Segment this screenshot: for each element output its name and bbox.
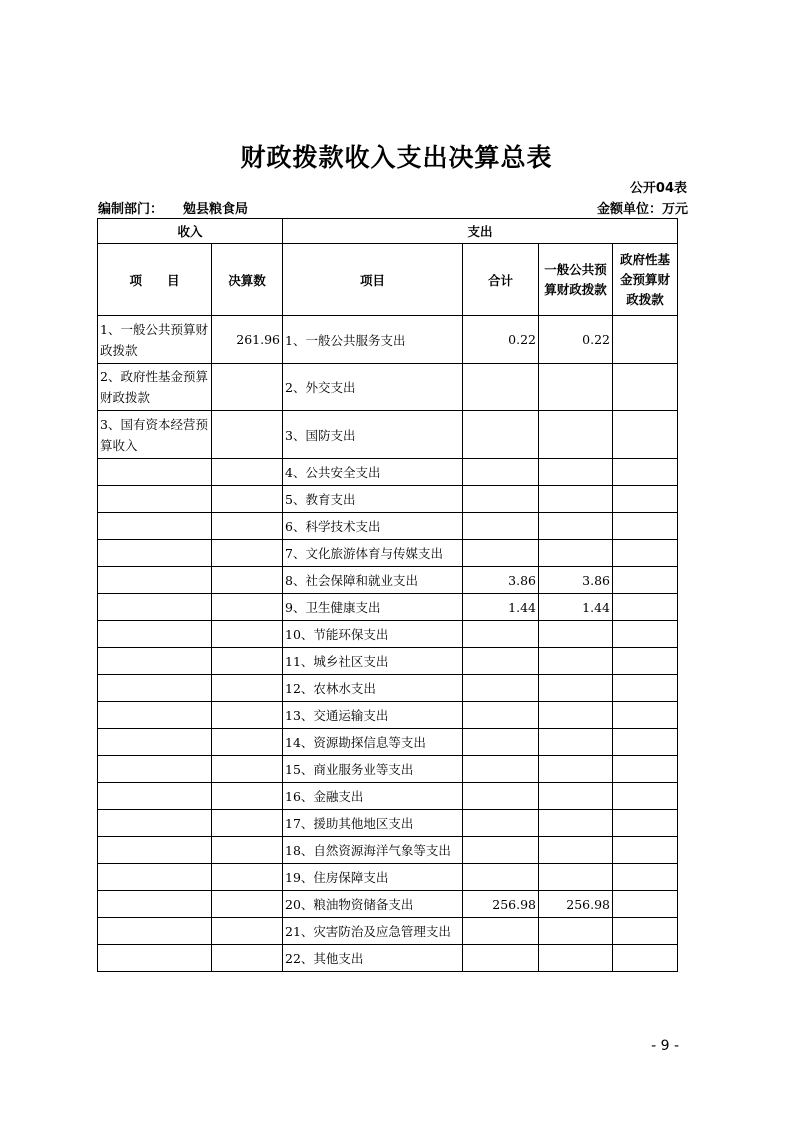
general-budget-cell xyxy=(539,513,613,540)
general-budget-cell xyxy=(539,364,613,411)
expense-item-cell: 5、教育支出 xyxy=(283,486,463,513)
expense-item-cell: 15、商业服务业等支出 xyxy=(283,756,463,783)
total-cell: 256.98 xyxy=(463,891,539,918)
income-amount-cell xyxy=(212,513,283,540)
general-budget-cell xyxy=(539,675,613,702)
income-item-cell xyxy=(98,756,212,783)
expense-item-cell: 17、援助其他地区支出 xyxy=(283,810,463,837)
fund-budget-cell xyxy=(613,486,678,513)
income-item-cell xyxy=(98,945,212,972)
total-cell xyxy=(463,810,539,837)
total-cell xyxy=(463,648,539,675)
table-row xyxy=(98,486,678,513)
expense-item-cell: 8、社会保障和就业支出 xyxy=(283,567,463,594)
fund-budget-cell xyxy=(613,810,678,837)
total-cell: 1.44 xyxy=(463,594,539,621)
income-item-cell xyxy=(98,540,212,567)
income-item-cell: 1、一般公共预算财政拨款 xyxy=(98,316,212,364)
income-amount-cell xyxy=(212,810,283,837)
income-amount-cell xyxy=(212,756,283,783)
expense-header: 支出 xyxy=(283,219,678,244)
income-amount-cell xyxy=(212,459,283,486)
income-item-cell: 2、政府性基金预算财政拨款 xyxy=(98,364,212,411)
income-amount-cell xyxy=(212,364,283,411)
income-amount-cell xyxy=(212,621,283,648)
income-item-header: 项 目 xyxy=(98,244,212,316)
general-budget-cell xyxy=(539,810,613,837)
income-item-cell xyxy=(98,864,212,891)
total-cell xyxy=(463,540,539,567)
table-row xyxy=(98,459,678,486)
page-title: 财政拨款收入支出决算总表 xyxy=(240,143,553,172)
total-cell xyxy=(463,945,539,972)
income-item-cell xyxy=(98,648,212,675)
general-budget-cell: 1.44 xyxy=(539,594,613,621)
income-item-cell xyxy=(98,594,212,621)
income-amount-cell xyxy=(212,411,283,459)
general-budget-cell xyxy=(539,486,613,513)
income-item-cell xyxy=(98,729,212,756)
fund-budget-cell xyxy=(613,621,678,648)
expense-item-cell: 11、城乡社区支出 xyxy=(283,648,463,675)
fund-budget-cell xyxy=(613,675,678,702)
table-row xyxy=(98,945,678,972)
total-cell xyxy=(463,729,539,756)
fund-budget-header: 政府性基金预算财政拨款 xyxy=(613,244,678,316)
table-row xyxy=(98,729,678,756)
income-amount-cell xyxy=(212,891,283,918)
total-cell: 0.22 xyxy=(463,316,539,364)
fund-budget-cell xyxy=(613,364,678,411)
total-cell xyxy=(463,364,539,411)
expense-item-cell: 10、节能环保支出 xyxy=(283,621,463,648)
income-amount-cell xyxy=(212,567,283,594)
expense-item-cell: 13、交通运输支出 xyxy=(283,702,463,729)
general-budget-header: 一般公共预算财政拨款 xyxy=(539,244,613,316)
income-amount-cell xyxy=(212,918,283,945)
fund-budget-cell xyxy=(613,594,678,621)
expense-item-cell: 14、资源勘探信息等支出 xyxy=(283,729,463,756)
income-item-cell xyxy=(98,486,212,513)
income-item-cell xyxy=(98,702,212,729)
header-group-row xyxy=(98,219,678,244)
fund-budget-cell xyxy=(613,411,678,459)
fund-budget-cell xyxy=(613,316,678,364)
income-item-cell xyxy=(98,783,212,810)
table-row xyxy=(98,621,678,648)
table-row xyxy=(98,594,678,621)
general-budget-cell xyxy=(539,621,613,648)
table-row xyxy=(98,364,678,411)
income-header: 收入 xyxy=(98,219,283,244)
general-budget-cell xyxy=(539,540,613,567)
general-budget-cell xyxy=(539,459,613,486)
fund-budget-cell xyxy=(613,648,678,675)
table-row xyxy=(98,837,678,864)
income-item-cell xyxy=(98,459,212,486)
table-row xyxy=(98,864,678,891)
fund-budget-cell xyxy=(613,540,678,567)
general-budget-cell xyxy=(539,783,613,810)
table-row xyxy=(98,513,678,540)
income-amount-cell xyxy=(212,945,283,972)
fund-budget-cell xyxy=(613,864,678,891)
expense-item-cell: 21、灾害防治及应急管理支出 xyxy=(283,918,463,945)
income-amount-cell xyxy=(212,837,283,864)
income-item-cell xyxy=(98,810,212,837)
expense-item-cell: 7、文化旅游体育与传媒支出 xyxy=(283,540,463,567)
total-header: 合计 xyxy=(463,244,539,316)
department-label: 编制部门： xyxy=(98,202,164,217)
total-cell xyxy=(463,783,539,810)
table-row xyxy=(98,756,678,783)
expense-item-cell: 4、公共安全支出 xyxy=(283,459,463,486)
total-cell xyxy=(463,918,539,945)
table-row xyxy=(98,702,678,729)
expense-item-cell: 3、国防支出 xyxy=(283,411,463,459)
general-budget-cell xyxy=(539,702,613,729)
department-name: 勉县粮食局 xyxy=(183,202,249,217)
fund-budget-cell xyxy=(613,837,678,864)
header-row xyxy=(98,244,678,316)
income-item-cell xyxy=(98,891,212,918)
general-budget-cell xyxy=(539,864,613,891)
form-number: 公开04表 xyxy=(629,181,687,196)
fund-budget-cell xyxy=(613,459,678,486)
table-row xyxy=(98,411,678,459)
general-budget-cell: 3.86 xyxy=(539,567,613,594)
general-budget-cell xyxy=(539,837,613,864)
total-cell xyxy=(463,837,539,864)
income-item-cell xyxy=(98,567,212,594)
fund-budget-cell xyxy=(613,945,678,972)
income-item-cell xyxy=(98,621,212,648)
income-amount-cell xyxy=(212,486,283,513)
fund-budget-cell xyxy=(613,567,678,594)
table-row xyxy=(98,540,678,567)
income-item-cell xyxy=(98,675,212,702)
general-budget-cell: 256.98 xyxy=(539,891,613,918)
expense-item-header: 项目 xyxy=(283,244,463,316)
general-budget-cell xyxy=(539,411,613,459)
table-row xyxy=(98,783,678,810)
fund-budget-cell xyxy=(613,891,678,918)
expense-item-cell: 18、自然资源海洋气象等支出 xyxy=(283,837,463,864)
income-item-cell: 3、国有资本经营预算收入 xyxy=(98,411,212,459)
general-budget-cell xyxy=(539,648,613,675)
general-budget-cell xyxy=(539,945,613,972)
total-cell xyxy=(463,675,539,702)
general-budget-cell xyxy=(539,729,613,756)
expense-item-cell: 12、农林水支出 xyxy=(283,675,463,702)
income-amount-cell xyxy=(212,783,283,810)
fund-budget-cell xyxy=(613,756,678,783)
fund-budget-cell xyxy=(613,702,678,729)
total-cell xyxy=(463,756,539,783)
income-amount-cell xyxy=(212,702,283,729)
table-row xyxy=(98,891,678,918)
amount-unit: 金额单位：万元 xyxy=(596,202,688,217)
page-number: - 9 - xyxy=(651,1038,679,1054)
expense-item-cell: 19、住房保障支出 xyxy=(283,864,463,891)
income-amount-cell xyxy=(212,648,283,675)
income-amount-cell xyxy=(212,729,283,756)
expense-item-cell: 16、金融支出 xyxy=(283,783,463,810)
total-cell: 3.86 xyxy=(463,567,539,594)
income-amount-cell xyxy=(212,675,283,702)
income-amount-cell xyxy=(212,540,283,567)
expense-item-cell: 1、一般公共服务支出 xyxy=(283,316,463,364)
budget-table xyxy=(97,218,678,972)
income-item-cell xyxy=(98,837,212,864)
table-row xyxy=(98,648,678,675)
expense-item-cell: 2、外交支出 xyxy=(283,364,463,411)
total-cell xyxy=(463,459,539,486)
table-row xyxy=(98,316,678,364)
total-cell xyxy=(463,486,539,513)
table-row xyxy=(98,675,678,702)
income-amount-cell xyxy=(212,864,283,891)
table-row xyxy=(98,567,678,594)
table-row xyxy=(98,810,678,837)
income-amount-cell: 261.96 xyxy=(212,316,283,364)
table-row xyxy=(98,918,678,945)
expense-item-cell: 9、卫生健康支出 xyxy=(283,594,463,621)
total-cell xyxy=(463,702,539,729)
income-item-cell xyxy=(98,513,212,540)
fund-budget-cell xyxy=(613,918,678,945)
meta-row xyxy=(98,198,688,216)
income-amount-cell xyxy=(212,594,283,621)
fund-budget-cell xyxy=(613,729,678,756)
expense-item-cell: 20、粮油物资储备支出 xyxy=(283,891,463,918)
expense-item-cell: 22、其他支出 xyxy=(283,945,463,972)
total-cell xyxy=(463,411,539,459)
total-cell xyxy=(463,513,539,540)
fund-budget-cell xyxy=(613,783,678,810)
total-cell xyxy=(463,864,539,891)
general-budget-cell: 0.22 xyxy=(539,316,613,364)
expense-item-cell: 6、科学技术支出 xyxy=(283,513,463,540)
fund-budget-cell xyxy=(613,513,678,540)
final-amount-header: 决算数 xyxy=(212,244,283,316)
general-budget-cell xyxy=(539,918,613,945)
income-item-cell xyxy=(98,918,212,945)
total-cell xyxy=(463,621,539,648)
general-budget-cell xyxy=(539,756,613,783)
